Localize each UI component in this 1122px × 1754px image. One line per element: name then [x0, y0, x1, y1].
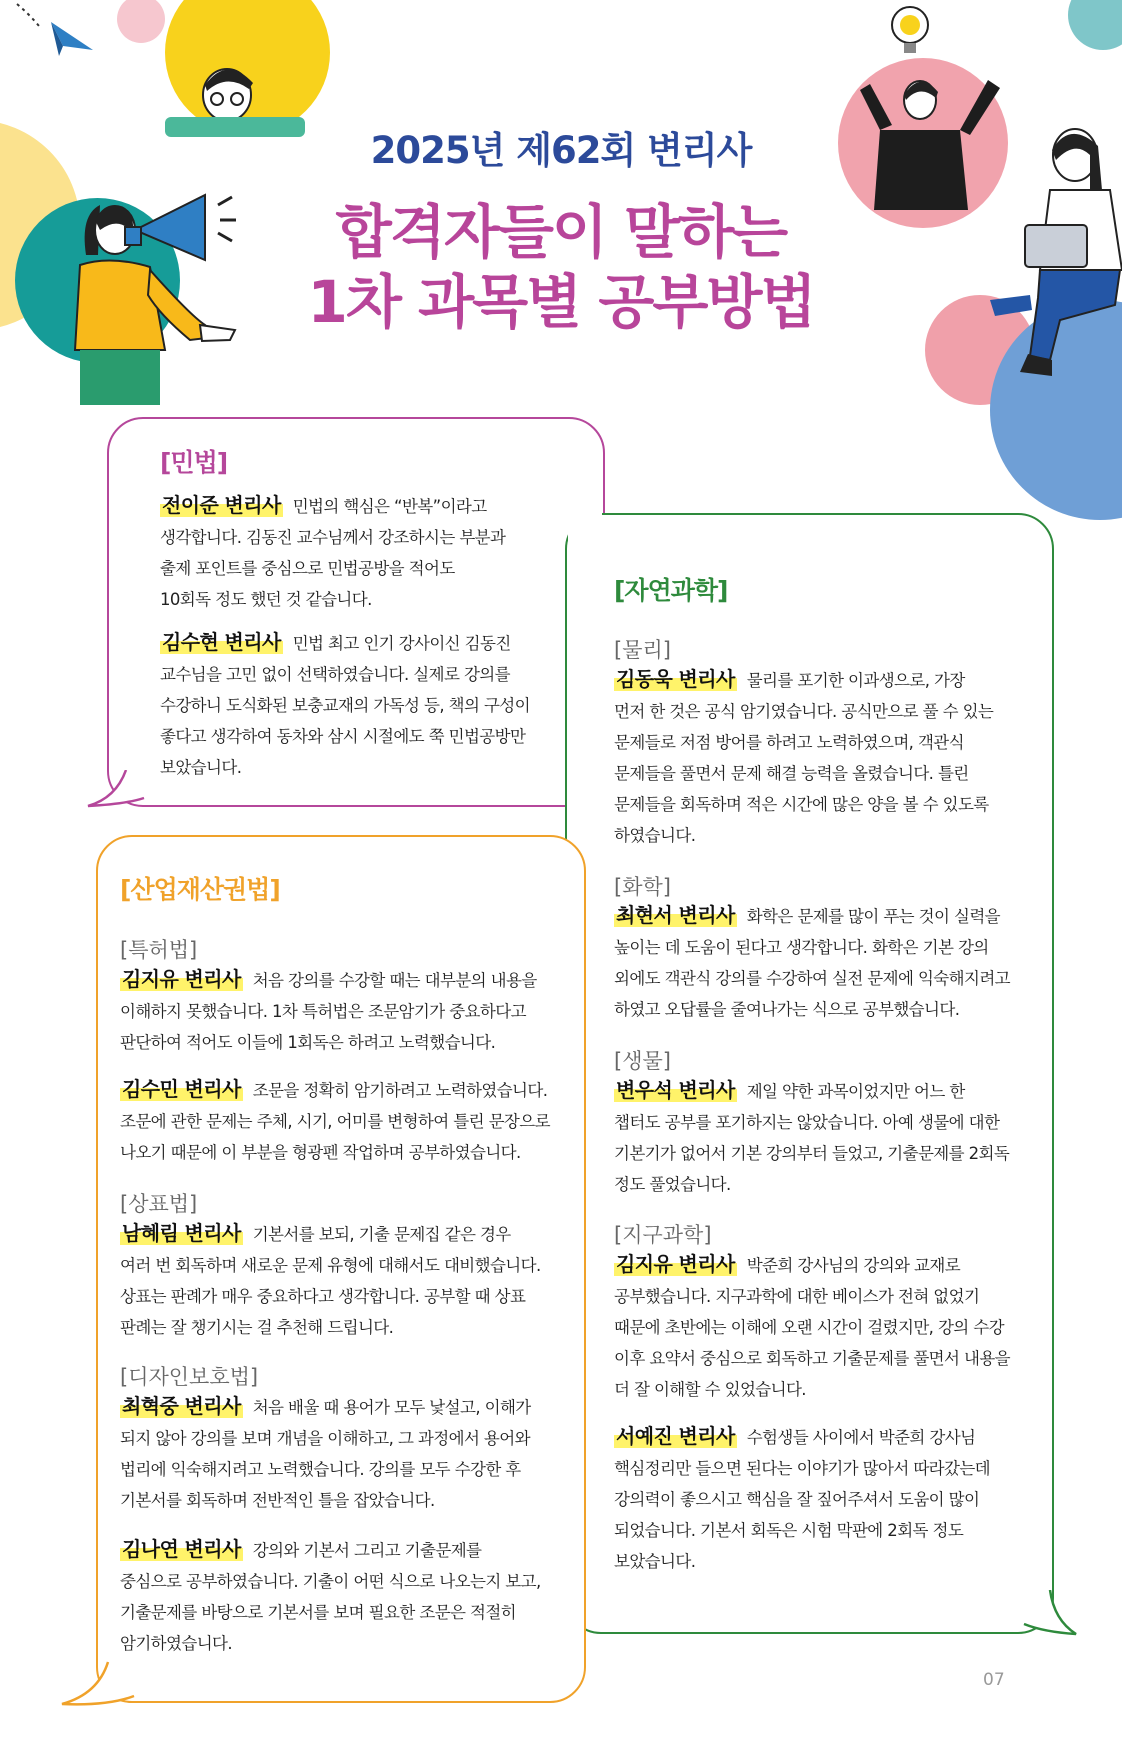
title-main-line1: 합격자들이 말하는 — [335, 198, 787, 266]
patent-law-label: [특허법] — [120, 938, 198, 962]
biology-entry-1: 변우석 변리사 제일 약한 과목이었지만 어느 한 챕터도 공부를 포기하지는 않았습니다. 아예 생물에 대한 기본기가 없어서 기본 강의부터 들었고, 기출문제를 2회독 정도 풀었습니다. — [614, 1078, 1010, 1194]
ip-law-bubble-tail — [58, 1660, 138, 1710]
title-year-exam: 2025년 제62회 변리사 — [370, 129, 752, 172]
reviewer-name: 최현서 변리사 — [616, 903, 735, 927]
reviewer-name: 김수현 변리사 — [162, 630, 281, 654]
patent-law-entry-1: 김지유 변리사 처음 강의를 수강할 때는 대부분의 내용을 이해하지 못했습니다. 1차 특허법은 조문암기가 중요하다고 판단하여 적어도 이들에 1회독은 하려고 노력했습니다. — [120, 967, 537, 1052]
reviewer-name: 김동욱 변리사 — [616, 667, 735, 691]
civil-law-bubble-tail — [86, 770, 146, 810]
design-law-entry-1: 최혁중 변리사 처음 배울 때 용어가 모두 낯설고, 이해가 되지 않아 강의를 보며 개념을 이해하고, 그 과정에서 용어와 법리에 익숙해지려고 노력했습니다. 강의를 모두 수강한 후 기본서를 회독하며 전반적인 틀을 잡았습니다. — [120, 1394, 531, 1510]
earth-science-entry-2: 서예진 변리사 수험생들 사이에서 박준희 강사님 핵심정리만 들으면 된다는 이야기가 많아서 따라갔는데 강의력이 좋으시고 핵심을 잘 짚어주셔서 도움이 많이 되었습니다. 기본서 회독은 시험 막판에 2회독 정도 보았습니다. — [614, 1424, 991, 1571]
decor-circle-teal-topright — [1068, 0, 1122, 50]
reviewer-name: 변우석 변리사 — [616, 1078, 735, 1102]
earth-science-label: [지구과학] — [614, 1223, 712, 1247]
biology-label: [생물] — [614, 1049, 671, 1073]
trademark-law-label: [상표법] — [120, 1192, 198, 1216]
civil-law-entry-2: 김수현 변리사 민법 최고 인기 강사이신 김동진 교수님을 고민 없이 선택하였습니다. 실제로 강의를 수강하니 도식화된 보충교재의 가독성 등, 책의 구성이 좋다고 생각하여 동차와 삼시 시절에도 쭉 민법공방만 보았습니다. — [160, 630, 530, 777]
civil-law-heading: [민법] — [160, 448, 228, 477]
reviewer-name: 전이준 변리사 — [162, 493, 281, 517]
paper-plane-icon — [15, 0, 95, 60]
reviewer-name: 김수민 변리사 — [122, 1077, 241, 1101]
patent-law-entry-2: 김수민 변리사 조문을 정확히 암기하려고 노력하였습니다. 조문에 관한 문제는 주체, 시기, 어미를 변형하여 틀린 문장으로 나오기 때문에 이 부분을 형광펜 작업하며 공부하였습니다. — [120, 1077, 550, 1162]
physics-entry-1: 김동욱 변리사 물리를 포기한 이과생으로, 가장 먼저 한 것은 공식 암기였습니다. 공식만으로 풀 수 있는 문제들로 저점 방어를 하려고 노력하였으며, 객관식 문제들을 풀면서 문제 해결 능력을 올렸습니다. 틀린 문제들을 회독하며 적은 시간에 많은 양을 볼 수 있도록 하였습니다. — [614, 667, 994, 845]
chemistry-entry-1: 최현서 변리사 화학은 문제를 많이 푸는 것이 실력을 높이는 데 도움이 된다고 생각합니다. 화학은 기본 강의 외에도 객관식 강의를 수강하여 실전 문제에 익숙해지려고 하였고 오답률을 줄여나가는 식으로 공부했습니다. — [614, 903, 1011, 1019]
earth-science-entry-1: 김지유 변리사 박준희 강사님의 강의와 교재로 공부했습니다. 지구과학에 대한 베이스가 전혀 없었기 때문에 초반에는 이해에 오랜 시간이 걸렸지만, 강의 수강 이후 요약서 중심으로 회독하고 기출문제를 풀면서 내용을 더 잘 이해할 수 있었습니다. — [614, 1252, 1011, 1399]
civil-law-entry-1: 전이준 변리사 민법의 핵심은 “반복”이라고 생각합니다. 김동진 교수님께서 강조하시는 부분과 출제 포인트를 중심으로 민법공방을 적어도 10회독 정도 했던 것 같습니다. — [160, 493, 506, 609]
physics-label: [물리] — [614, 638, 671, 662]
design-law-entry-2: 김나연 변리사 강의와 기본서 그리고 기출문제를 중심으로 공부하였습니다. 기출이 어떤 식으로 나오는지 보고, 기출문제를 바탕으로 기본서를 보며 필요한 조문은 적절히 암기하였습니다. — [120, 1537, 541, 1653]
design-law-label: [디자인보호법] — [120, 1365, 259, 1389]
reviewer-name: 김지유 변리사 — [122, 967, 241, 991]
trademark-law-entry-1: 남혜림 변리사 기본서를 보되, 기출 문제집 같은 경우 여러 번 회독하며 새로운 문제 유형에 대해서도 대비했습니다. 상표는 판례가 매우 중요하다고 생각합니다. 공부할 때 상표 판례는 잘 챙기시는 걸 추천해 드립니다. — [120, 1221, 541, 1337]
page-number: 07 — [983, 1670, 1005, 1690]
chemistry-label: [화학] — [614, 875, 671, 899]
title-main-line2: 1차 과목별 공부방법 — [307, 268, 815, 336]
natural-science-bubble-tail — [1020, 1590, 1080, 1640]
reviewer-name: 최혁중 변리사 — [122, 1394, 241, 1418]
ip-law-heading: [산업재산권법] — [120, 875, 280, 904]
natural-science-heading: [자연과학] — [614, 576, 728, 605]
reviewer-name: 김나연 변리사 — [122, 1537, 241, 1561]
decor-circle-pink-topleft — [117, 0, 165, 43]
reviewer-name: 남혜림 변리사 — [122, 1221, 241, 1245]
reviewer-name: 서예진 변리사 — [616, 1424, 735, 1448]
reviewer-name: 김지유 변리사 — [616, 1252, 735, 1276]
